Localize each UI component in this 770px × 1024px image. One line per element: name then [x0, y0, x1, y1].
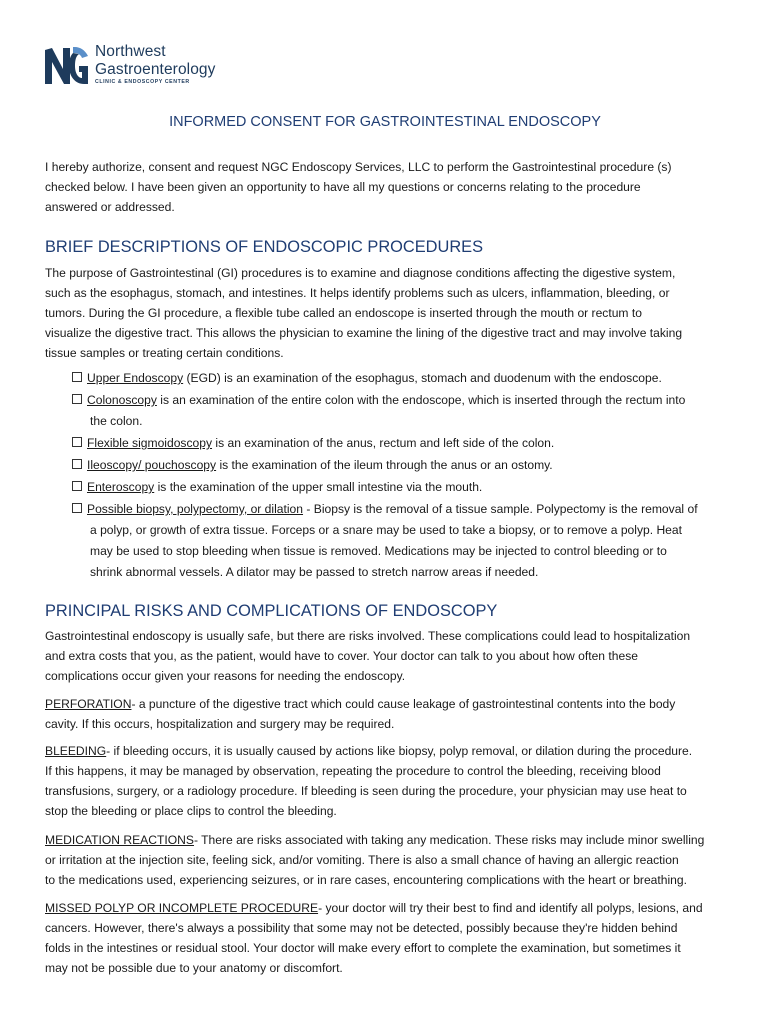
descriptions-line: tumors. During the GI procedure, a flexible tube called an endoscope is inserted through the mouth or rectum to: [45, 306, 642, 320]
intro-paragraph: [45, 157, 725, 217]
risks-heading: PRINCIPAL RISKS AND COMPLICATIONS OF ENDOSCOPY: [45, 602, 498, 620]
procedure-name: Flexible sigmoidoscopy: [87, 436, 213, 450]
descriptions-paragraph: [45, 263, 725, 363]
org-name-line2: Gastroenterology: [95, 60, 216, 78]
risk-text: - a puncture of the digestive tract which could cause leakage of gastrointestinal contents into the body: [131, 697, 676, 711]
procedure-ileoscopy: [72, 455, 732, 476]
procedure-desc: is the examination of the ileum through the anus or an ostomy.: [216, 458, 553, 472]
risk-text-line: cavity. If this occurs, hospitalization and surgery may be required.: [45, 717, 395, 731]
risk-text-line: cancers. However, there's always a possibility that some may not be detected, possibly because they're hidden behind: [45, 921, 678, 935]
procedure-desc: is an examination of the entire colon with the endoscope, which is inserted through the rectum into: [156, 393, 686, 407]
procedure-flexible-sigmoidoscopy: [72, 433, 732, 454]
risk-text: - your doctor will try their best to find and identify all polyps, lesions, and: [318, 901, 703, 915]
risk-label: MISSED POLYP OR INCOMPLETE PROCEDURE: [45, 901, 319, 915]
org-tagline: CLINIC & ENDOSCOPY CENTER: [95, 79, 190, 85]
procedure-upper-endoscopy: [72, 368, 732, 389]
risk-text-line: may not be possible due to your anatomy or discomfort.: [45, 961, 343, 975]
descriptions-line: such as the esophagus, stomach, and intestines. It helps identify problems such as ulcers, inflammation, bleeding, or: [45, 286, 670, 300]
risk-medication-reactions: [45, 830, 725, 890]
risk-perforation: [45, 694, 725, 734]
procedure-checkbox[interactable]: [72, 503, 82, 513]
risks-intro-line: Gastrointestinal endoscopy is usually safe, but there are risks involved. These complications could lead to hospitalization: [45, 629, 691, 643]
procedure-name: Enteroscopy: [87, 480, 155, 494]
descriptions-heading: BRIEF DESCRIPTIONS OF ENDOSCOPIC PROCEDURES: [45, 238, 484, 256]
risks-intro-line: and extra costs that you, as the patient, would have to cover. Your doctor can talk to you about how often these: [45, 649, 638, 663]
procedure-desc-cont: may be used to stop bleeding when tissue is removed. Medications may be injected to control bleeding or to: [90, 544, 667, 558]
procedure-name: Colonoscopy: [87, 393, 157, 407]
procedure-checkbox[interactable]: [72, 394, 82, 404]
procedure-desc: (EGD) is an examination of the esophagus, stomach and duodenum with the endoscope.: [183, 371, 662, 385]
procedure-desc: is the examination of the upper small intestine via the mouth.: [154, 480, 483, 494]
risk-text-line: transfusions, surgery, or a radiology procedure. If bleeding is seen during the procedure, your physician may use heat to: [45, 784, 687, 798]
procedure-colonoscopy: [72, 390, 732, 432]
clinic-logo: [44, 44, 244, 88]
risks-intro-line: complications occur given your reasons for needing the endoscopy.: [45, 669, 406, 683]
document-title: INFORMED CONSENT FOR GASTROINTESTINAL ENDOSCOPY: [169, 114, 601, 130]
risk-missed-polyp: [45, 898, 725, 978]
risk-label: BLEEDING: [45, 744, 107, 758]
procedure-desc-cont: shrink abnormal vessels. A dilator may be passed to stretch narrow areas if needed.: [90, 565, 539, 579]
risks-intro-paragraph: [45, 626, 725, 686]
procedure-desc: - Biopsy is the removal of a tissue sample. Polypectomy is the removal of: [303, 502, 698, 516]
risk-text: - There are risks associated with taking any medication. These risks may include minor swelling: [193, 833, 705, 847]
risk-label: PERFORATION: [45, 697, 132, 711]
procedure-desc-cont: a polyp, or growth of extra tissue. Forceps or a snare may be used to take a biopsy, or to remove a polyp. Heat: [90, 523, 682, 537]
ng-logo-icon: [44, 44, 90, 86]
risk-text-line: folds in the intestines or residual stool. Your doctor will make every effort to complete the examination, but sometimes it: [45, 941, 681, 955]
risk-text-line: to the medications used, experiencing seizures, or in rare cases, encountering complications with the heart or breathing.: [45, 873, 687, 887]
procedure-checkbox[interactable]: [72, 437, 82, 447]
procedure-name: Possible biopsy, polypectomy, or dilation: [87, 502, 304, 516]
procedure-name: Upper Endoscopy: [87, 371, 184, 385]
procedure-biopsy: [72, 499, 732, 583]
procedure-desc: is an examination of the anus, rectum and left side of the colon.: [212, 436, 555, 450]
descriptions-line: The purpose of Gastrointestinal (GI) procedures is to examine and diagnose conditions affecting the digestive system,: [45, 266, 676, 280]
descriptions-line: visualize the digestive tract. This allows the physician to examine the lining of the digestive tract and may involve taking: [45, 326, 683, 340]
procedure-enteroscopy: [72, 477, 732, 498]
risk-label: MEDICATION REACTIONS: [45, 833, 194, 847]
procedure-checkbox[interactable]: [72, 481, 82, 491]
intro-line: I hereby authorize, consent and request NGC Endoscopy Services, LLC to perform the Gastrointestinal procedure (s): [45, 160, 672, 174]
procedure-checkbox[interactable]: [72, 459, 82, 469]
risk-text: - if bleeding occurs, it is usually caused by actions like biopsy, polyp removal, or dilation during the procedure.: [106, 744, 693, 758]
procedure-desc-cont: the colon.: [90, 414, 143, 428]
intro-line: answered or addressed.: [45, 200, 175, 214]
intro-line: checked below. I have been given an opportunity to have all my questions or concerns relating to the procedure: [45, 180, 641, 194]
descriptions-line: tissue samples or treating certain conditions.: [45, 346, 284, 360]
procedure-name: Ileoscopy/ pouchoscopy: [87, 458, 217, 472]
org-name-line1: Northwest: [95, 43, 166, 60]
risk-bleeding: [45, 741, 725, 821]
procedure-checkbox[interactable]: [72, 372, 82, 382]
risk-text-line: stop the bleeding or place clips to control the bleeding.: [45, 804, 337, 818]
risk-text-line: If this happens, it may be managed by observation, repeating the procedure to control the bleeding, receiving blood: [45, 764, 661, 778]
risk-text-line: or irritation at the injection site, feeling sick, and/or vomiting. There is also a small chance of having an allergic reaction: [45, 853, 679, 867]
